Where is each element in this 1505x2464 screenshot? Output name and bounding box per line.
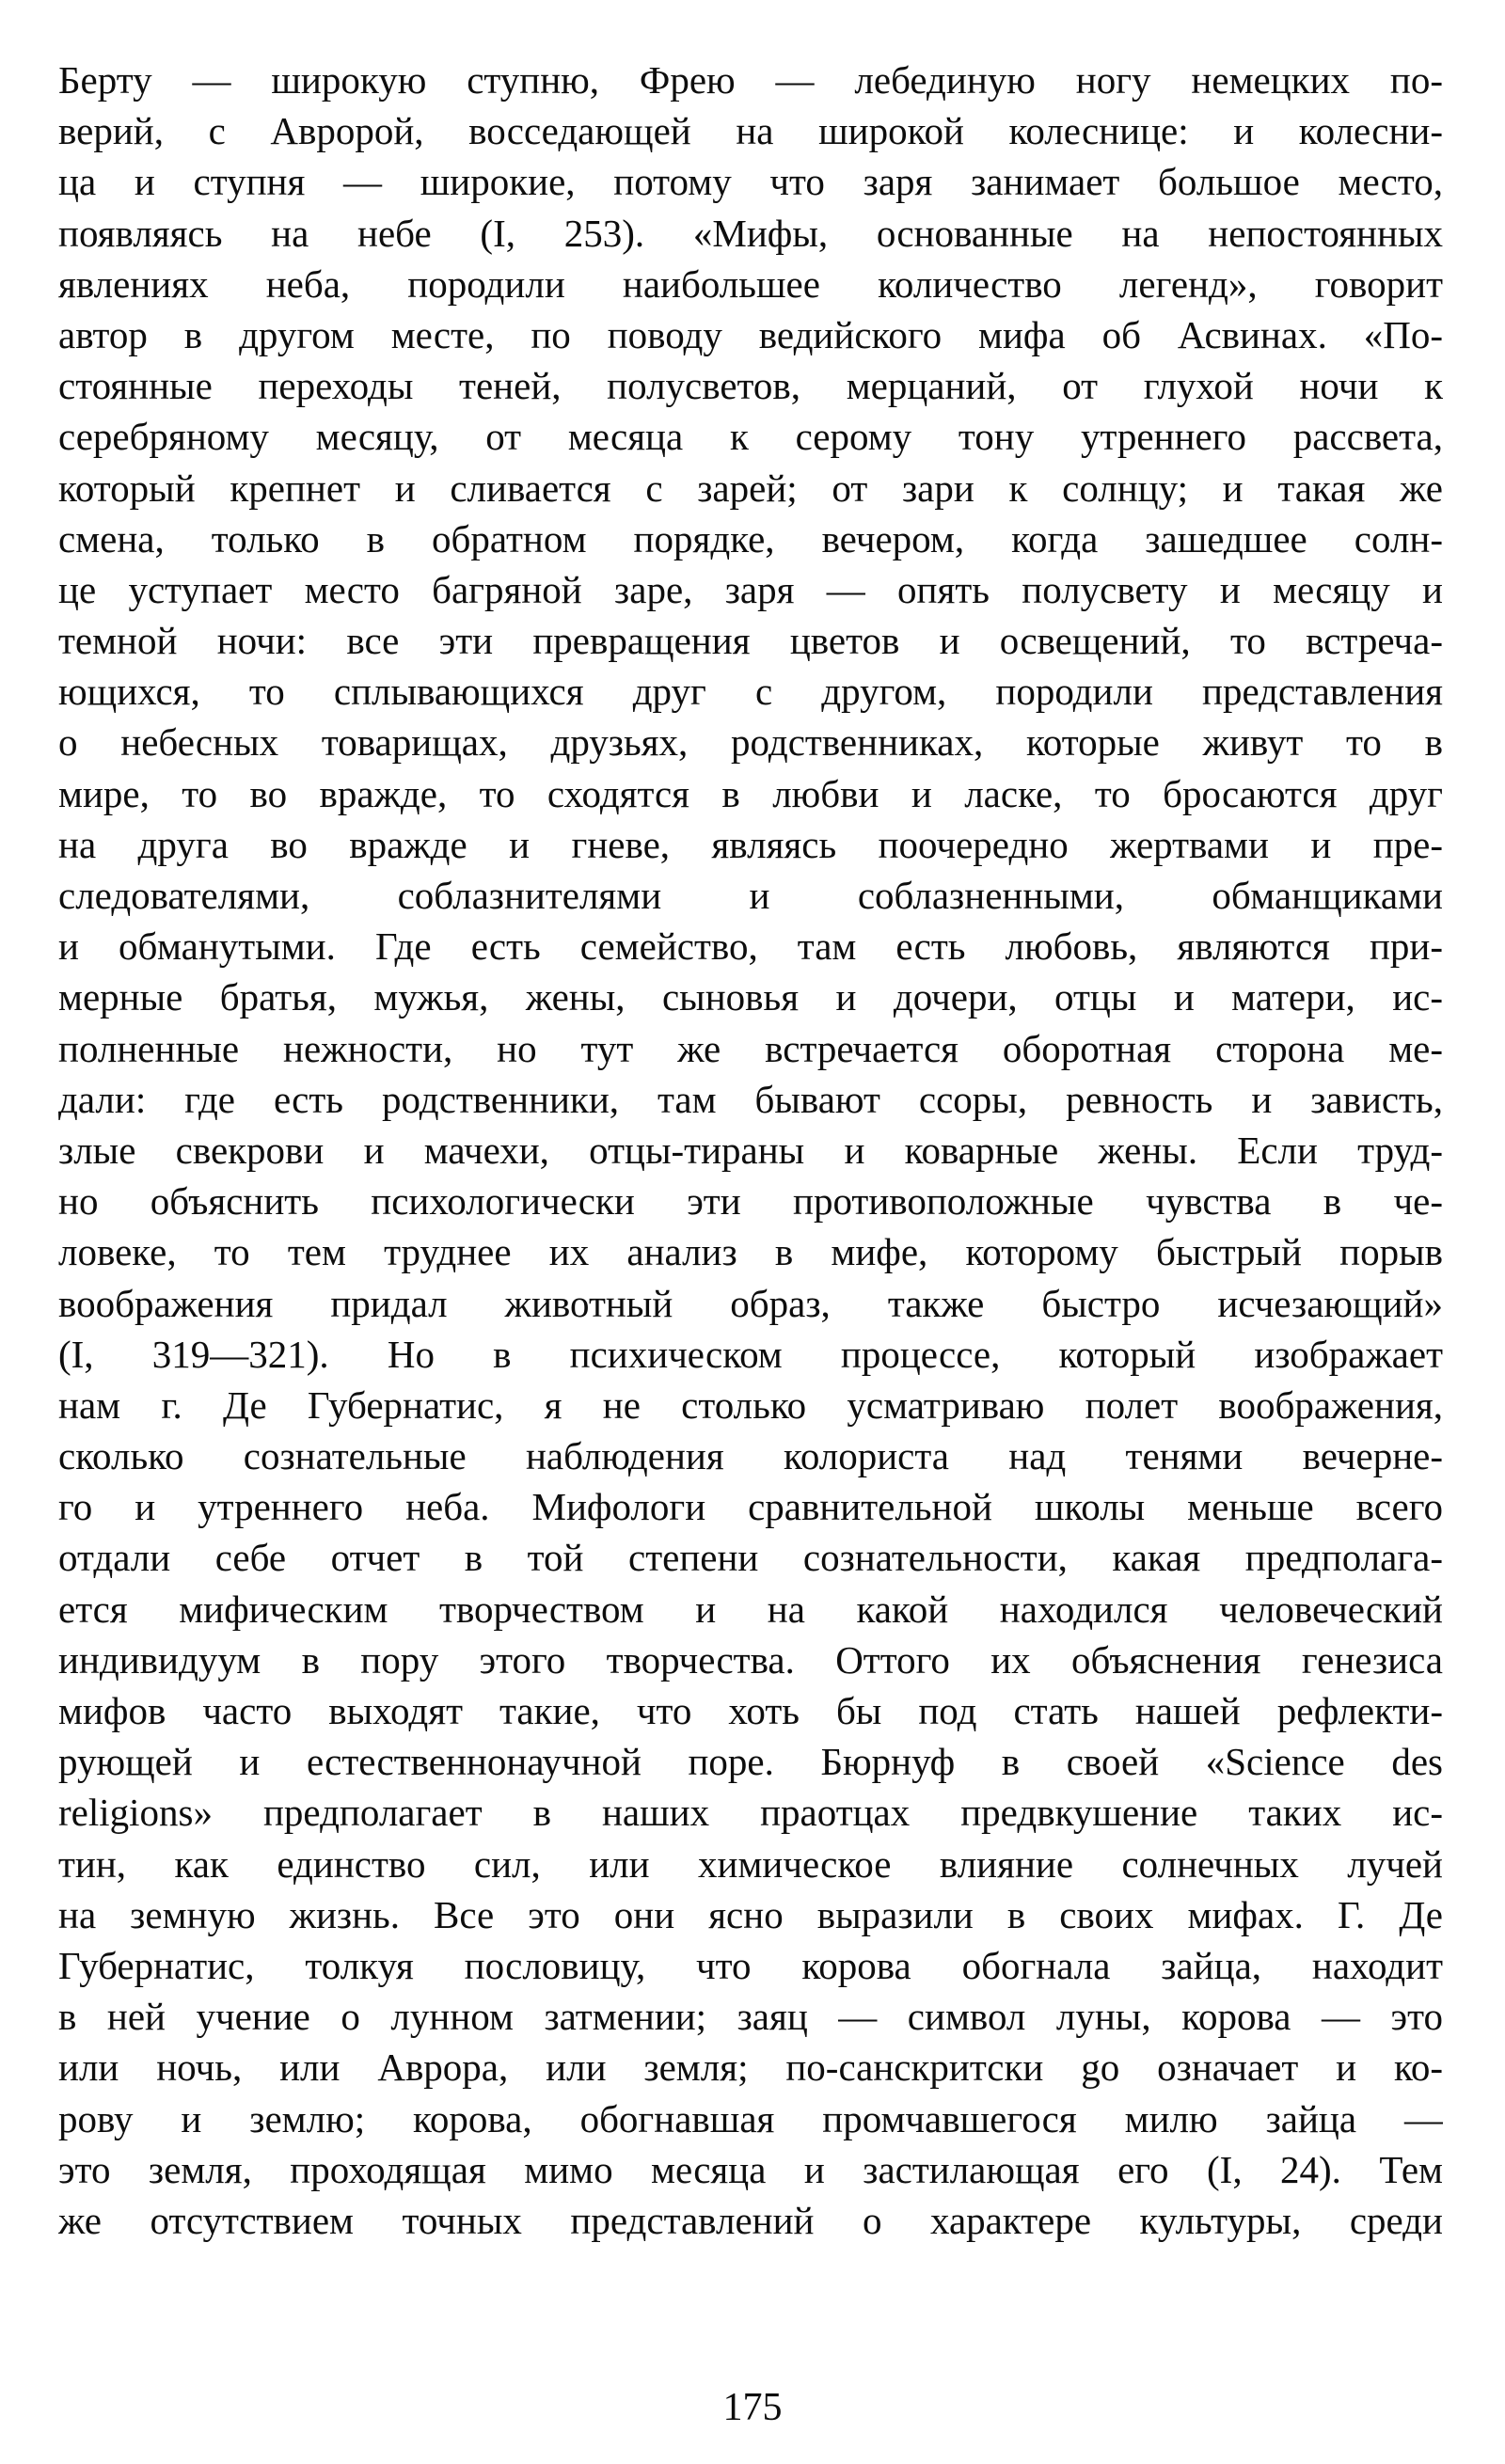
- text-line: о небесных товарищах, друзьях, родственниках, которые живут то в: [58, 720, 1443, 765]
- text-line: и обманутыми. Где есть семейство, там есть любовь, являются при-: [58, 924, 1443, 969]
- text-line: появляясь на небе (I, 253). «Мифы, основанные на непостоянных: [58, 211, 1443, 255]
- text-line: Берту — широкую ступню, Фрею — лебединую ногу немецких по-: [58, 58, 1443, 102]
- text-line: ца и ступня — широкие, потому что заря занимает большое место,: [58, 160, 1443, 204]
- text-line: го и утреннего неба. Мифологи сравнительной школы меньше всего: [58, 1485, 1443, 1529]
- text-line: рующей и естественнонаучной поре. Бюрнуф в своей «Science des: [58, 1740, 1443, 1784]
- text-line: сколько сознательные наблюдения колориста над тенями вечерне-: [58, 1434, 1443, 1478]
- text-line: автор в другом месте, по поводу ведийского мифа об Асвинах. «По-: [58, 312, 1443, 356]
- text-line: ющихся, то сплывающихся друг с другом, породили представления: [58, 670, 1443, 714]
- text-line: на друга во вражде и гневе, являясь поочередно жертвами и пре-: [58, 822, 1443, 866]
- text-line: индивидуум в пору этого творчества. Оттого их объяснения генезиса: [58, 1637, 1443, 1682]
- text-line: (I, 319—321). Но в психическом процессе, который изображает: [58, 1332, 1443, 1376]
- text-line: нам г. Де Губернатис, я не столько усматриваю полет воображения,: [58, 1382, 1443, 1427]
- text-line: мифов часто выходят такие, что хоть бы под стать нашей рефлекти-: [58, 1689, 1443, 1732]
- text-line: мерные братья, мужья, жены, сыновья и дочери, отцы и матери, ис-: [58, 975, 1443, 1019]
- text-line: но объяснить психологически эти противоположные чувства в че-: [58, 1179, 1443, 1224]
- text-line: рову и землю; корова, обогнавшая промчавшегося милю зайца —: [58, 2096, 1443, 2140]
- text-line: темной ночи: все эти превращения цветов и освещений, то встреча-: [58, 619, 1443, 663]
- text-line: стоянные переходы теней, полусветов, мерцаний, от глухой ночи к: [58, 364, 1443, 408]
- body-text: [58, 55, 1443, 2246]
- text-line: следователями, соблазнителями и соблазненными, обманщиками: [58, 874, 1443, 917]
- text-line: верий, с Авророй, восседающей на широкой колеснице: и колесни-: [58, 109, 1443, 153]
- text-line: который крепнет и сливается с зарей; от зари к солнцу; и такая же: [58, 466, 1443, 510]
- text-line: злые свекрови и мачехи, отцы-тираны и коварные жены. Если труд-: [58, 1128, 1443, 1172]
- text-line: на земную жизнь. Все это они ясно выразили в своих мифах. Г. Де: [58, 1892, 1443, 1936]
- text-line: или ночь, или Аврора, или земля; по-санскритски go означает и ко-: [58, 2045, 1443, 2090]
- page-number: 175: [722, 2386, 783, 2429]
- text-line: тин, как единство сил, или химическое влияние солнечных лучей: [58, 1841, 1443, 1886]
- text-line: явлениях неба, породили наибольшее количество легенд», говорит: [58, 261, 1443, 306]
- text-line: це уступает место багряной заре, заря — опять полусвету и месяцу и: [58, 567, 1443, 611]
- text-line: же отсутствием точных представлений о характере культуры, среди: [58, 2198, 1443, 2242]
- text-line: дали: где есть родственники, там бывают ссоры, ревность и зависть,: [58, 1077, 1443, 1121]
- text-line: religions» предполагает в наших праотцах предвкушение таких ис-: [58, 1791, 1443, 1835]
- text-line: в ней учение о лунном затмении; заяц — символ луны, корова — это: [58, 1995, 1443, 2039]
- text-line: полненные нежности, но тут же встречается оборотная сторона ме-: [58, 1026, 1443, 1070]
- text-line: это земля, проходящая мимо месяца и застилающая его (I, 24). Тем: [58, 2147, 1443, 2191]
- text-line: ется мифическим творчеством и на какой находился человеческий: [58, 1587, 1443, 1631]
- text-line: мире, то во вражде, то сходятся в любви и ласке, то бросаются друг: [58, 771, 1443, 815]
- text-line: Губернатис, толкуя пословицу, что корова обогнала зайца, находит: [58, 1943, 1443, 1987]
- text-line: смена, только в обратном порядке, вечером, когда зашедшее солн-: [58, 516, 1443, 561]
- text-line: воображения придал животный образ, также быстро исчезающий»: [58, 1281, 1443, 1325]
- text-line: отдали себе отчет в той степени сознательности, какая предполага-: [58, 1536, 1443, 1580]
- text-line: ловеке, то тем труднее их анализ в мифе, которому быстрый порыв: [58, 1230, 1443, 1274]
- text-line: серебряному месяцу, от месяца к серому тону утреннего рассвета,: [58, 415, 1443, 459]
